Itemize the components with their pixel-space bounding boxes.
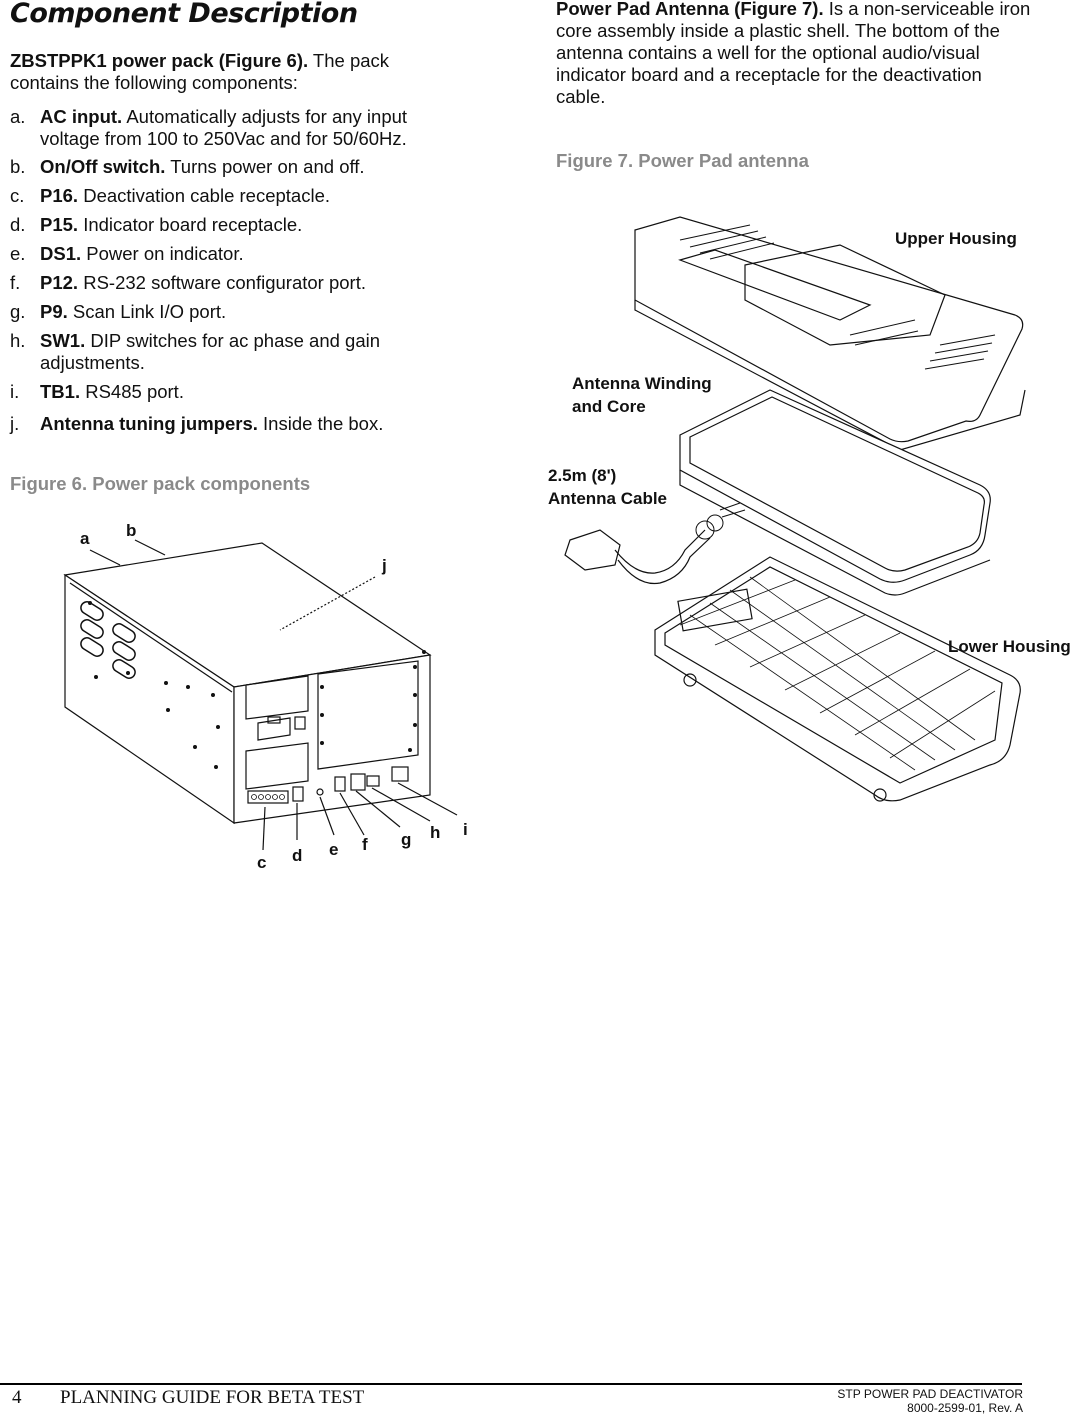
list-item-description: Deactivation cable receptacle.: [78, 185, 331, 206]
antenna-intro: [556, 0, 1031, 108]
doc-title: STP POWER PAD DEACTIVATOR: [837, 1387, 1023, 1401]
list-item-text: [40, 106, 470, 150]
list-item-text: [40, 381, 470, 403]
list-item-description: Automatically adjusts for any input voltage from 100 to 250Vac and for 50/60Hz.: [40, 106, 408, 149]
intro-text: The pack contains the following components:: [10, 50, 390, 93]
list-item-text: [40, 330, 470, 374]
list-item-term: TB1.: [40, 381, 81, 402]
list-item: [10, 272, 470, 294]
list-item-text: [40, 301, 470, 323]
list-item-text: [40, 185, 470, 207]
doc-info: [837, 1387, 1023, 1415]
list-item-text: [40, 156, 470, 178]
list-item-description: Indicator board receptacle.: [78, 214, 303, 235]
list-item-letter: a.: [10, 106, 26, 127]
fig6-label-c: c: [257, 853, 267, 872]
list-item-description: RS-232 software configurator port.: [78, 272, 366, 293]
list-item-text: [40, 272, 470, 294]
list-item-term: P15.: [40, 214, 79, 235]
list-item-term: SW1.: [40, 330, 86, 351]
list-item-description: RS485 port.: [80, 381, 184, 402]
list-item-term: AC input.: [40, 106, 123, 127]
list-item: [10, 413, 470, 435]
callout-cable-1: 2.5m (8'): [548, 466, 617, 485]
power-pack-intro: [10, 50, 460, 94]
doc-number: 8000-2599-01, Rev. A: [907, 1401, 1023, 1415]
list-item: [10, 381, 470, 403]
list-item: [10, 156, 470, 178]
list-item-text: [40, 214, 470, 236]
list-item-description: Power on indicator.: [81, 243, 244, 264]
fig6-label-f: f: [362, 835, 368, 854]
list-item-text: [40, 413, 470, 435]
footer-rule: [0, 1383, 1022, 1385]
intro-bold: ZBSTPPK1 power pack (Figure 6).: [10, 50, 309, 71]
list-item-term: Antenna tuning jumpers.: [40, 413, 258, 434]
list-item: [10, 214, 470, 236]
guide-title: PLANNING GUIDE FOR BETA TEST: [60, 1387, 365, 1408]
fig6-label-h: h: [430, 823, 441, 842]
list-item-letter: b.: [10, 156, 26, 177]
fig6-label-j: j: [382, 556, 387, 575]
fig6-label-b: b: [126, 521, 137, 540]
antenna-intro-bold: Power Pad Antenna (Figure 7).: [556, 0, 824, 19]
list-item-letter: d.: [10, 214, 26, 235]
list-item: [10, 330, 470, 374]
callout-lower-housing: Lower Housing: [948, 637, 1071, 656]
list-item: [10, 185, 470, 207]
callout-winding-2: and Core: [572, 397, 646, 416]
list-item-description: Turns power on and off.: [165, 156, 365, 177]
list-item: [10, 106, 470, 150]
list-item-description: Scan Link I/O port.: [67, 301, 227, 322]
list-item: [10, 301, 470, 323]
list-item-letter: i.: [10, 381, 20, 402]
list-item-term: On/Off switch.: [40, 156, 166, 177]
list-item-term: P9.: [40, 301, 68, 322]
figure-7-caption: Figure 7. Power Pad antenna: [556, 150, 809, 171]
list-item-letter: h.: [10, 330, 26, 351]
list-item-text: [40, 243, 470, 265]
list-item-description: DIP switches for ac phase and gain adjustments.: [40, 330, 381, 373]
list-item-letter: g.: [10, 301, 26, 322]
list-item: [10, 243, 470, 265]
power-pack-figure: [0, 505, 520, 885]
section-heading: Component Description: [10, 0, 358, 29]
callout-cable-2: Antenna Cable: [548, 489, 668, 508]
fig6-label-g: g: [401, 830, 412, 849]
callout-upper-housing: Upper Housing: [895, 229, 1017, 248]
list-item-description: Inside the box.: [257, 413, 384, 434]
list-item-term: P12.: [40, 272, 79, 293]
list-item-letter: f.: [10, 272, 21, 293]
figure-6-caption: Figure 6. Power pack components: [10, 473, 311, 494]
fig6-label-i: i: [463, 820, 468, 839]
fig6-label-e: e: [329, 840, 339, 859]
antenna-intro-text: Is a non-serviceable iron core assembly inside a plastic shell. The bottom of the antenna contains a well for the optional audio/visual indicator board and a receptacle for the deactivation cable.: [556, 0, 1031, 107]
list-item-term: P16.: [40, 185, 79, 206]
list-item-letter: c.: [10, 185, 25, 206]
page-number: 4: [12, 1387, 22, 1408]
list-item-term: DS1.: [40, 243, 82, 264]
callout-winding-1: Antenna Winding: [572, 374, 712, 393]
list-item-letter: j.: [10, 413, 20, 434]
fig6-label-d: d: [292, 846, 303, 865]
list-item-letter: e.: [10, 243, 26, 264]
fig6-label-a: a: [80, 529, 90, 548]
